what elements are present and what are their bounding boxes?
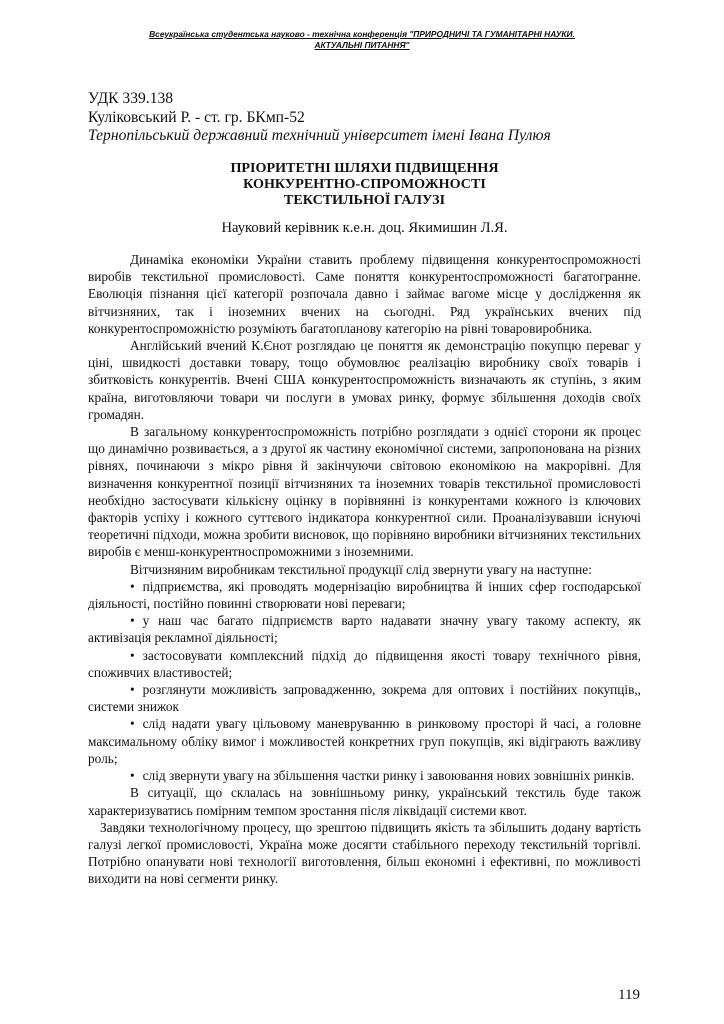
bullet-text-3: застосовувати комплексний підхід до підвищення якості товару технічного рівня, споживчих властивостей; xyxy=(88,647,641,680)
paragraph-6: Завдяки технологічному процесу, що зрештою підвищить якість та збільшить додану вартість галузі легкої промисловості, Україна може досягти стабільного переходу текстильній торгівлі. Потрібно опанувати нові технології виготовлення, більш економні і ефективні, по можливості виходити на нові сегменти ринку. xyxy=(88,819,641,887)
author-line: Куліковський Р. - ст. гр. БКмп-52 xyxy=(88,108,305,126)
bullet-item-6 xyxy=(88,767,641,784)
paragraph-4: Вітчизняним виробникам текстильної продукції слід звернути увагу на наступне: xyxy=(130,561,592,577)
bullet-text-1: підприємства, які проводять модернізацію виробництва й інших сфер господарської діяльності, постійно повинні створювати нові переваги; xyxy=(88,578,641,612)
bullet-mark: • xyxy=(130,613,135,629)
bullet-mark: • xyxy=(130,768,135,784)
page-number: 119 xyxy=(618,987,640,1003)
conference-header xyxy=(0,29,724,51)
article-body xyxy=(88,251,641,888)
bullet-item-5 xyxy=(88,715,641,767)
article-title xyxy=(88,160,641,209)
title-line-2: КОНКУРЕНТНО-СПРОМОЖНОСТІ xyxy=(243,176,486,193)
title-line-3: ТЕКСТИЛЬНОЇ ГАЛУЗІ xyxy=(283,192,446,209)
bullet-mark: • xyxy=(130,682,135,698)
paragraph-1: Динаміка економіки України ставить проблему підвищення конкурентоспроможності виробів текстильної промисловості. Саме поняття конкурентоспроможності багатогранне. Еволюція пізнання цієї категорії розпочала давно і займає вагоме місце у дослідження як вітчизняних, так і іноземних вчених на сьогодні. Ряд українських вчених під конкурентоспроможністю розуміють багатопланову категорію на рівні товаровиробника. xyxy=(88,252,641,336)
bullet-text-2: у наш час багато підприємств варто надавати значну увагу такому аспекту, як активізація рекламної діяльності; xyxy=(88,613,641,646)
bullet-mark: • xyxy=(130,716,135,732)
conference-header-line-2: АКТУАЛЬНІ ПИТАННЯ" xyxy=(314,40,410,50)
bullet-item-4 xyxy=(88,681,641,715)
scientific-supervisor: Науковий керівник к.е.н. доц. Якимишин Л.Я. xyxy=(221,220,508,236)
udc-code: УДК 339.138 xyxy=(88,90,174,107)
bullet-mark: • xyxy=(130,647,135,663)
paragraph-5: В ситуації, що склалась на зовнішньому ринку, український текстиль буде також характеризуватись помірним темпом зростання після ліквідації системи квот. xyxy=(88,785,641,818)
bullet-text-5: слід надати увагу цільовому маневруванню в ринковому просторі й часі, а головне максимальному обліку вимог і можливостей конкретних груп покупців, які відіграють важливу роль; xyxy=(88,716,641,766)
paragraph-2: Англійський вчений К.Єнот розглядаю це поняття як демонстрацію покупцю переваг у ціні, швидкості доставки товару, тощо обумовлює реалізацію виробнику своїх товарів і збитковість конкурентів. Вчені США конкурентоспроможність визначають як ступінь, з яким країна, виготовляючи товари чи послуги в умовах ринку, формує збільшення доходів своїх громадян. xyxy=(88,338,641,422)
paragraph-3: В загальному конкурентоспроможність потрібно розглядати з однієї сторони як процес що динамічно розвивається, а з другої як частину економічної системи, запропонована на різних рівнях, починаючи з мікро рівня й закінчуючи світовою економікою на макрорівні. Для визначення конкурентної позиції вітчизняних та іноземних товарів текстильної промисловості необхідно застосувати кількісну оцінку в порівнянні із конкурентами кожного із ключових факторів успіху і кожного суттєвого індикатора конкурентної сили. Проаналізувавши існуючі теоретичні підходи, можна зробити висновок, що порівняно виробники вітчизняних текстильних виробів є менш-конкурентноспроможними з іноземними. xyxy=(88,424,641,560)
bullet-text-6: слід звернути увагу на збільшення частки ринку і завоювання нових зовнішніх ринків. xyxy=(142,768,635,784)
conference-header-line-1: Всеукраїнська студентська науково - технічна конференція "ПРИРОДНИЧІ ТА ГУМАНІТАРНІ НАУКИ. xyxy=(149,29,575,39)
affiliation-line: Тернопільський державний технічний університет імені Івана Пулюя xyxy=(88,127,551,144)
bullet-text-4: розглянути можливість запровадженню, зокрема для оптових і постійних покупців,, системи знижок xyxy=(88,682,641,715)
bullet-item-1 xyxy=(88,578,641,612)
article-meta xyxy=(88,90,648,146)
title-line-1: ПРІОРИТЕТНІ ШЛЯХИ ПІДВИЩЕННЯ xyxy=(230,160,499,176)
bullet-item-3 xyxy=(88,647,641,681)
bullet-mark: • xyxy=(130,578,135,594)
bullet-item-2 xyxy=(88,612,641,646)
